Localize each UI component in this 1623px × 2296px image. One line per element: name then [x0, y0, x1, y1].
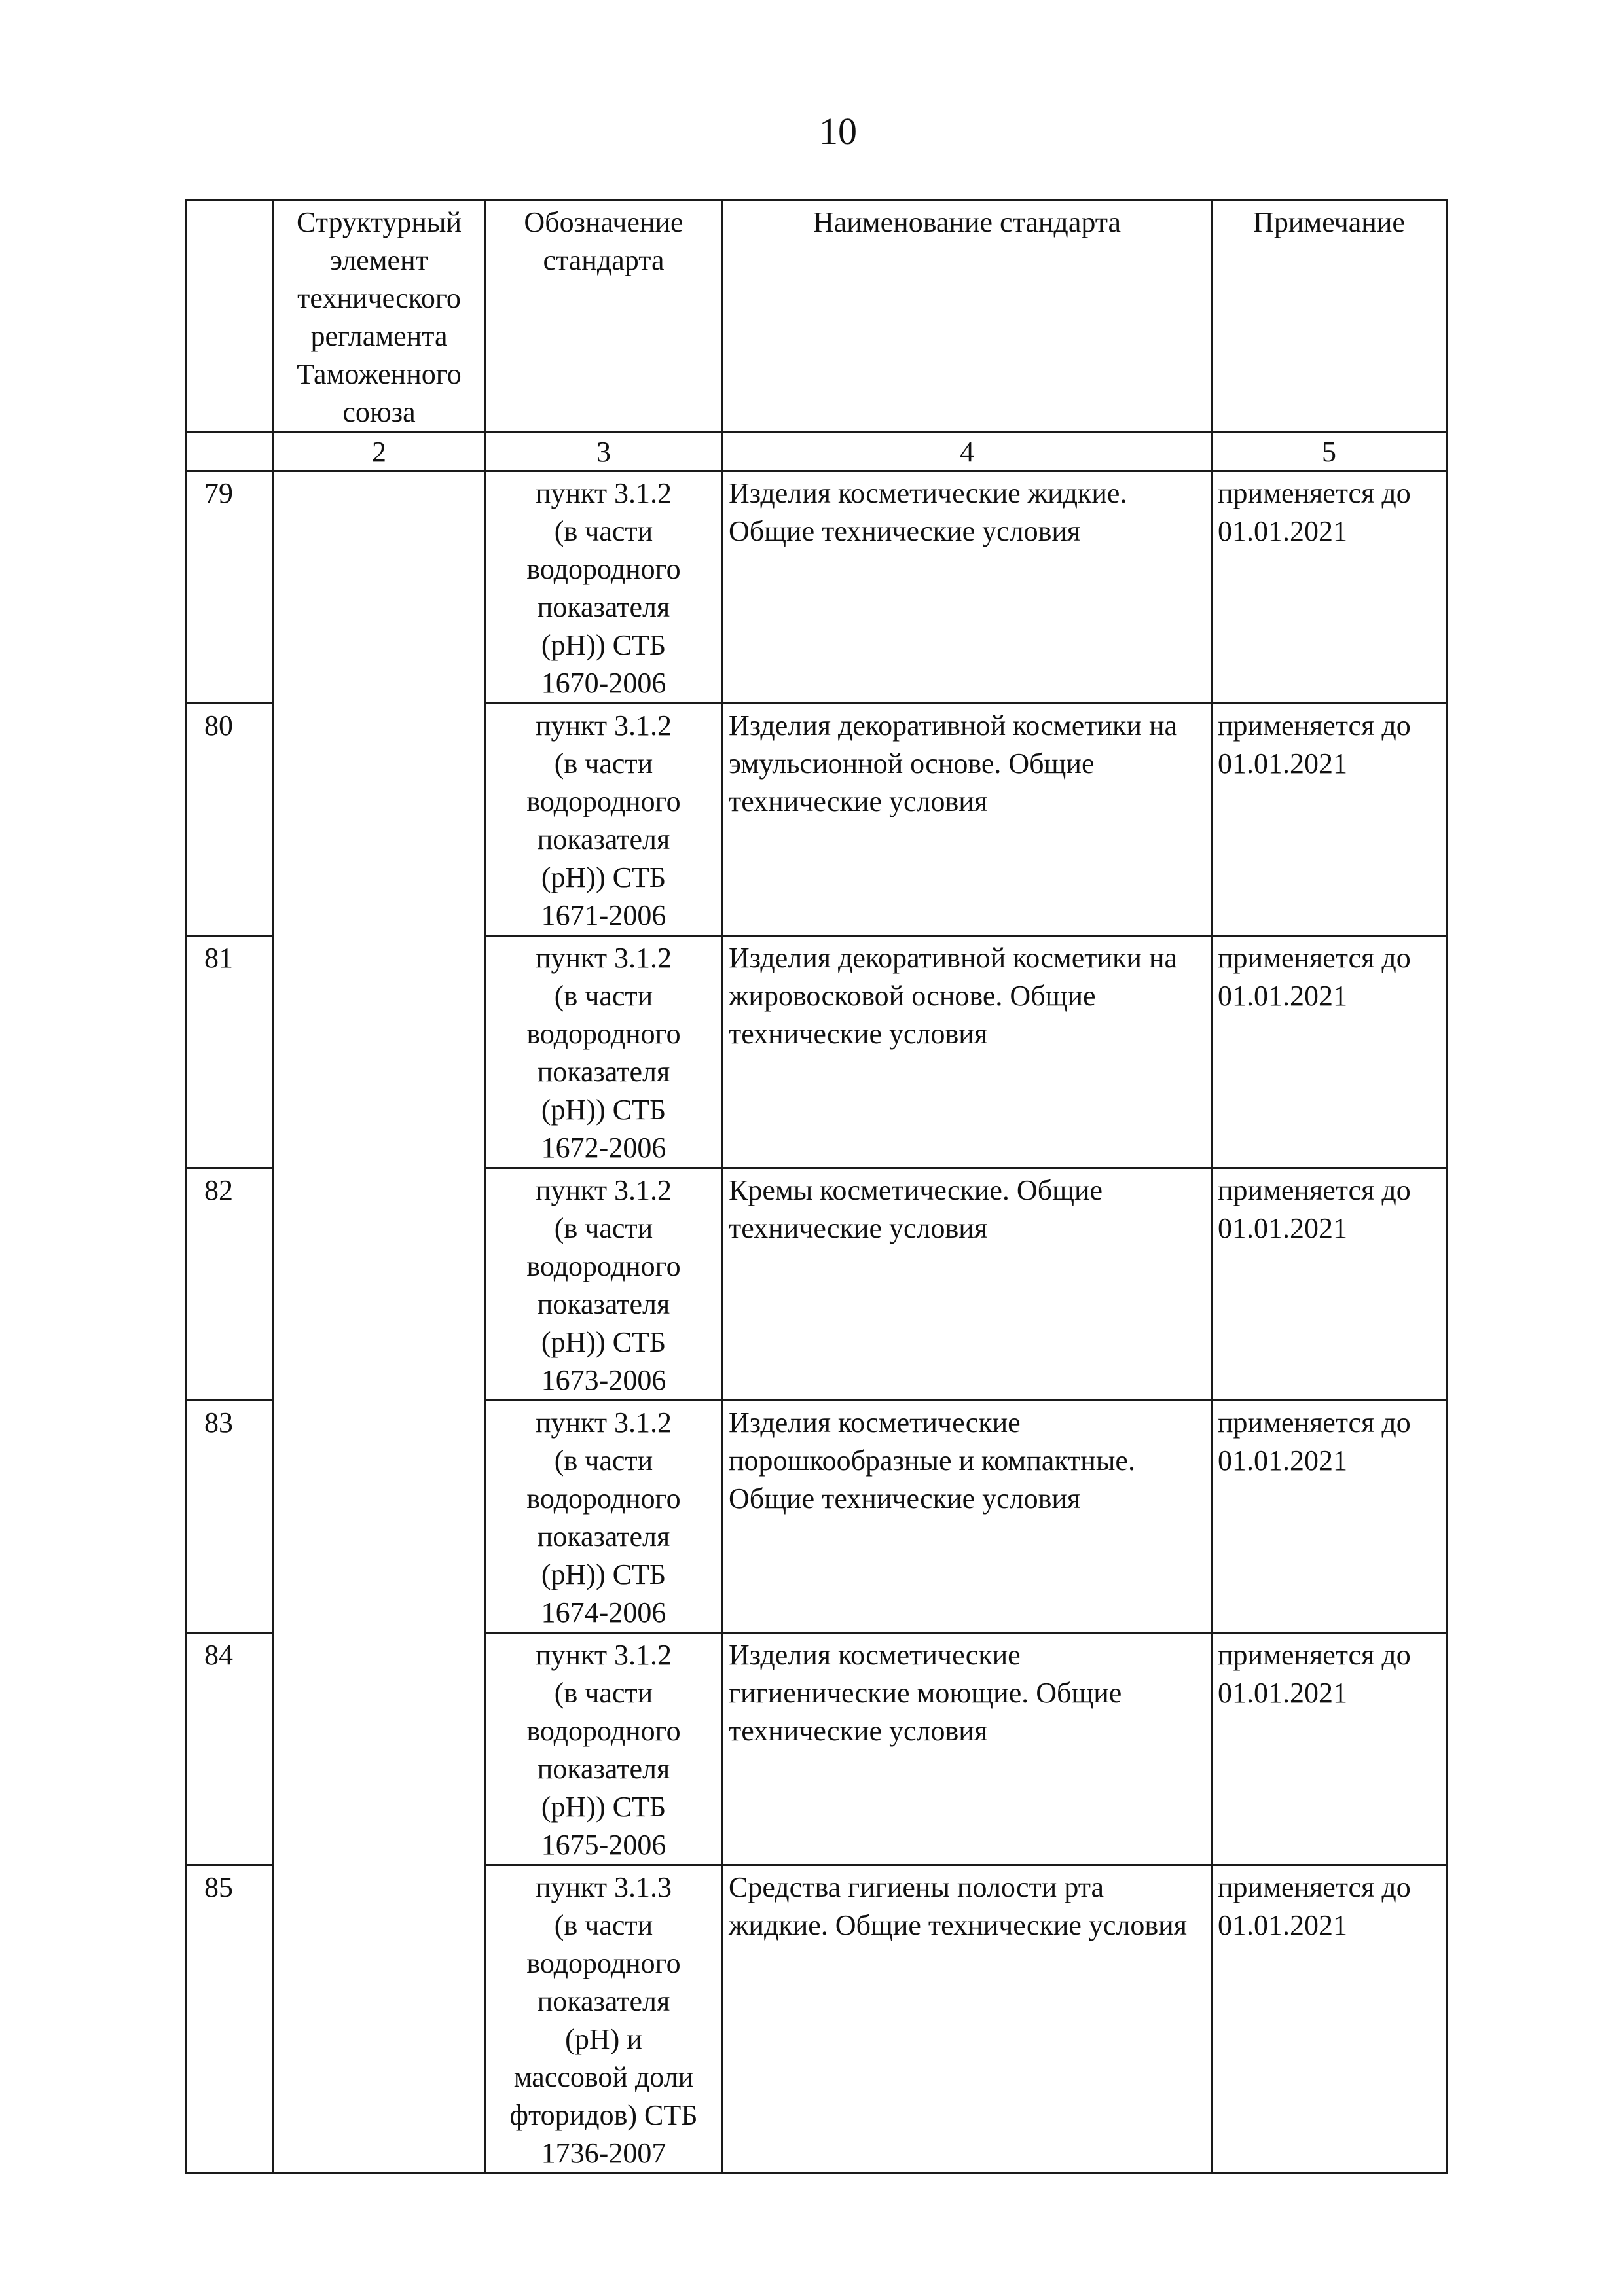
standard-name: Изделия декоративной косметики на эмульсионной основе. Общие технические условия [723, 704, 1212, 936]
standard-designation: пункт 3.1.3 (в части водородного показателя (pH) и массовой доли фторидов) СТБ 1736-2007 [485, 1865, 723, 2174]
standard-designation: пункт 3.1.2 (в части водородного показателя (pH)) СТБ 1672-2006 [485, 936, 723, 1168]
column-number-4: 4 [723, 433, 1212, 471]
standard-note: применяется до 01.01.2021 [1212, 1865, 1447, 2174]
standard-note: применяется до 01.01.2021 [1212, 1633, 1447, 1865]
structural-element-cell [274, 471, 485, 2174]
column-number-3: 3 [485, 433, 723, 471]
standard-name: Изделия декоративной косметики на жировосковой основе. Общие технические условия [723, 936, 1212, 1168]
standard-designation: пункт 3.1.2 (в части водородного показателя (pH)) СТБ 1673-2006 [485, 1168, 723, 1401]
header-number [187, 200, 274, 433]
column-number-5: 5 [1212, 433, 1447, 471]
table-row [187, 471, 1447, 704]
standard-designation: пункт 3.1.2 (в части водородного показателя (pH)) СТБ 1674-2006 [485, 1401, 723, 1633]
standard-designation: пункт 3.1.2 (в части водородного показателя (pH)) СТБ 1675-2006 [485, 1633, 723, 1865]
header-standard-designation: Обозначение стандарта [485, 200, 723, 433]
header-structural-element: Структурный элемент технического регламента Таможенного союза [274, 200, 485, 433]
standard-name: Изделия косметические порошкообразные и компактные. Общие технические условия [723, 1401, 1212, 1633]
row-number: 84 [187, 1633, 274, 1865]
row-number: 85 [187, 1865, 274, 2174]
standard-name: Изделия косметические жидкие. Общие технические условия [723, 471, 1212, 704]
column-number-2: 2 [274, 433, 485, 471]
table-header-row [187, 200, 1447, 433]
page-number: 10 [819, 110, 857, 152]
standard-name: Средства гигиены полости рта жидкие. Общие технические условия [723, 1865, 1212, 2174]
row-number: 83 [187, 1401, 274, 1633]
standard-note: применяется до 01.01.2021 [1212, 704, 1447, 936]
row-number: 82 [187, 1168, 274, 1401]
row-number: 80 [187, 704, 274, 936]
standard-note: применяется до 01.01.2021 [1212, 471, 1447, 704]
standard-note: применяется до 01.01.2021 [1212, 1401, 1447, 1633]
column-number-row [187, 433, 1447, 471]
row-number: 81 [187, 936, 274, 1168]
standard-designation: пункт 3.1.2 (в части водородного показателя (pH)) СТБ 1671-2006 [485, 704, 723, 936]
standard-name: Кремы косметические. Общие технические условия [723, 1168, 1212, 1401]
standards-table [185, 199, 1448, 2174]
column-number-1 [187, 433, 274, 471]
standard-name: Изделия косметические гигиенические моющие. Общие технические условия [723, 1633, 1212, 1865]
header-standard-name: Наименование стандарта [723, 200, 1212, 433]
header-note: Примечание [1212, 200, 1447, 433]
row-number: 79 [187, 471, 274, 704]
standard-note: применяется до 01.01.2021 [1212, 1168, 1447, 1401]
standard-note: применяется до 01.01.2021 [1212, 936, 1447, 1168]
standard-designation: пункт 3.1.2 (в части водородного показателя (pH)) СТБ 1670-2006 [485, 471, 723, 704]
